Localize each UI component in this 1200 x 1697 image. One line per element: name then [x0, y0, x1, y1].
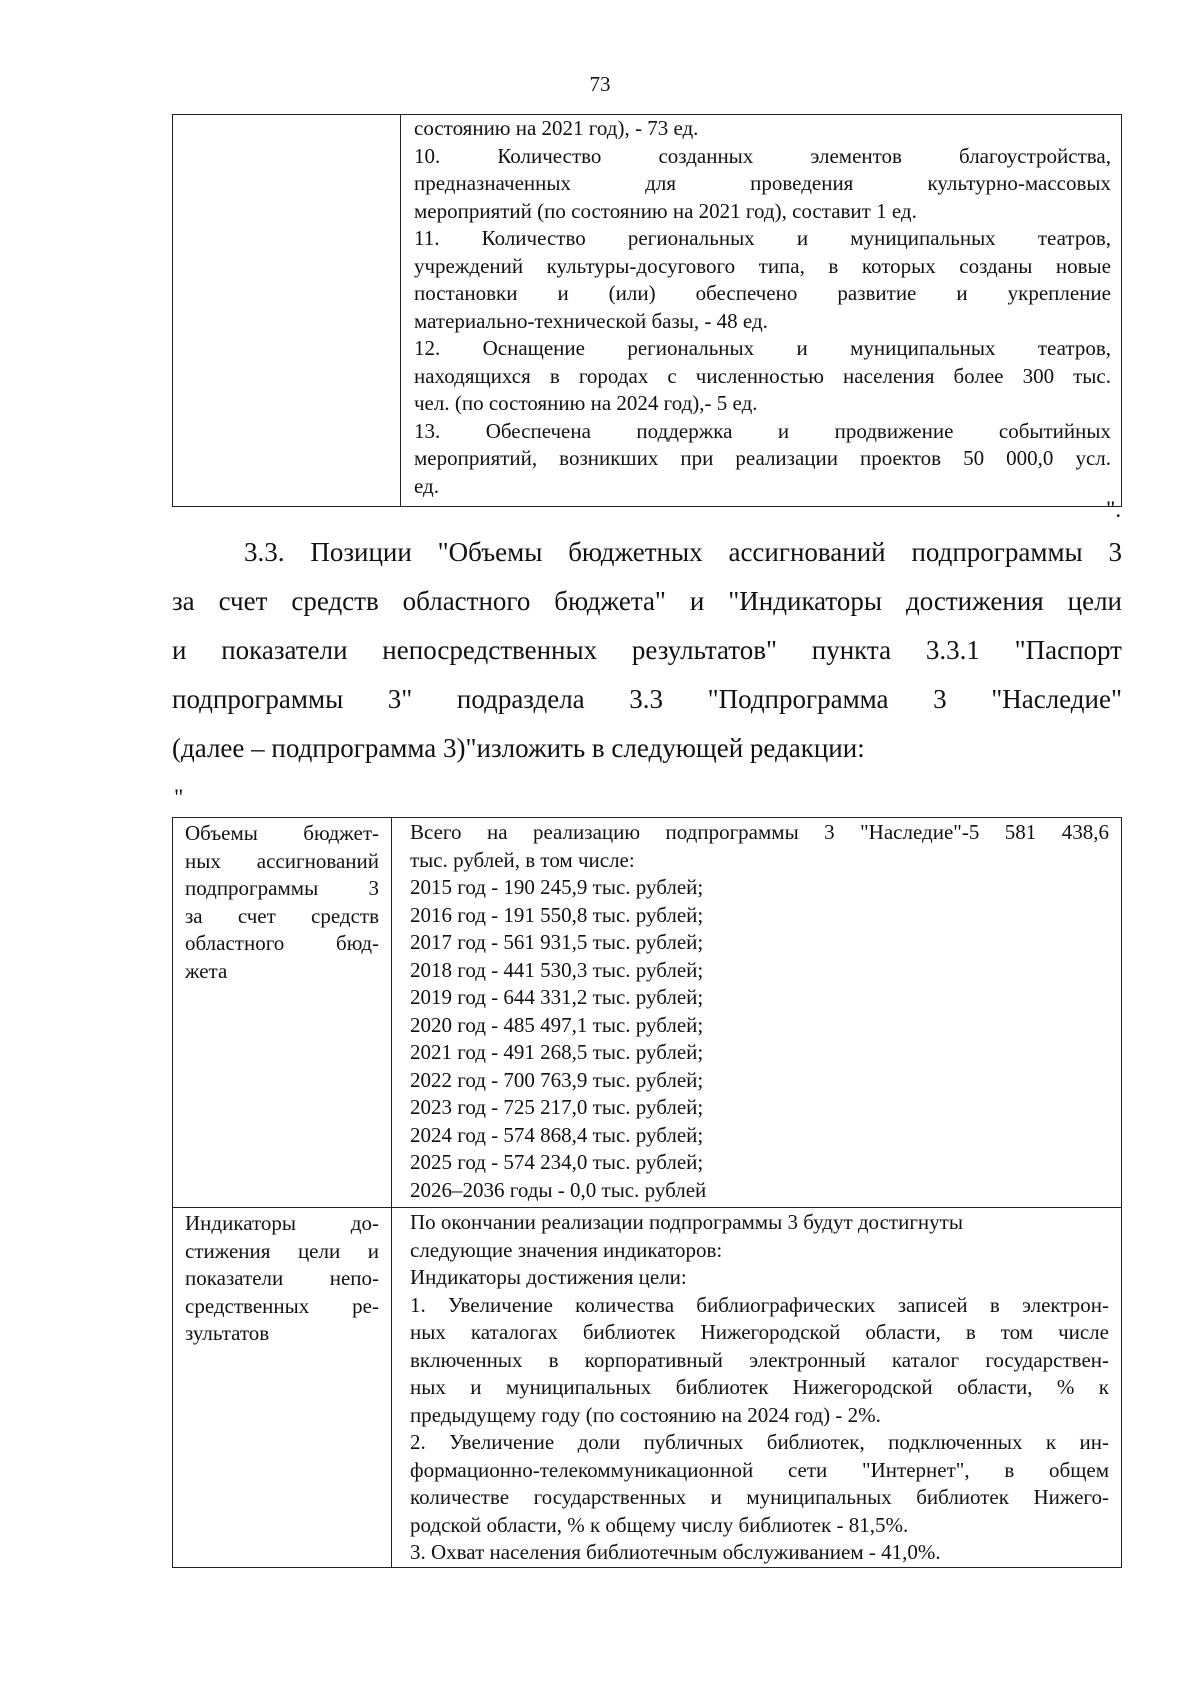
cell-line: 2016 год - 191 550,8 тыс. рублей;: [410, 902, 704, 927]
label-line: жета: [185, 958, 228, 983]
cell-line: 2023 год - 725 217,0 тыс. рублей;: [410, 1095, 704, 1119]
cell-line: 2026–2036 годы - 0,0 тыс. рублей: [410, 1177, 707, 1202]
cell-line: формационно-телекоммуникационной сети "Интернет", в общем: [410, 1457, 1109, 1482]
cell-line: включенных в корпоративный электронный каталог государствен-: [410, 1347, 1109, 1372]
cell-line: чел. (по состоянию на 2024 год),- 5 ед.: [414, 391, 758, 415]
cell-line: 12. Оснащение региональных и муниципальных театров,: [414, 336, 1111, 360]
cell-line: предыдущему году (по состоянию на 2024 год) - 2%.: [410, 1402, 881, 1427]
budget-label-cell: [173, 818, 392, 1208]
passport-table: [172, 817, 1122, 1568]
cell-line: 2019 год - 644 331,2 тыс. рублей;: [410, 985, 704, 1009]
table-row: [173, 1208, 1122, 1568]
table-row: [173, 818, 1122, 1208]
cell-line: состоянию на 2021 год), - 73 ед.: [414, 116, 699, 140]
paragraph-line: подпрограммы 3" подраздела 3.3 "Подпрограмма 3 "Наследие": [172, 684, 1122, 714]
paragraph-line: (далее – подпрограмма 3)"изложить в следующей редакции:: [172, 733, 865, 763]
cell-line: 2015 год - 190 245,9 тыс. рублей;: [410, 875, 704, 899]
cell-line: 3. Охват населения библиотечным обслуживанием - 41,0%.: [410, 1540, 941, 1564]
indicators-continuation-cell: [401, 115, 1122, 507]
cell-line: 2021 год - 491 268,5 тыс. рублей;: [410, 1040, 704, 1064]
label-line: Объемы бюджет-: [185, 821, 379, 845]
cell-line: постановки и (или) обеспечено развитие и укрепление: [414, 281, 1111, 305]
closing-quote: ".: [1106, 497, 1122, 522]
paragraph-line: за счет средств областного бюджета" и "Индикаторы достижения цели: [172, 586, 1122, 616]
cell-line: 1. Увеличение количества библиографических записей в электрон-: [410, 1292, 1109, 1317]
opening-quote: ": [174, 785, 184, 810]
table-cell-empty: [173, 115, 401, 507]
cell-line: 2020 год - 485 497,1 тыс. рублей;: [410, 1012, 704, 1037]
cell-line: 10. Количество созданных элементов благоустройства,: [414, 143, 1111, 168]
label-line: областного бюд-: [185, 931, 379, 955]
cell-line: 2025 год - 574 234,0 тыс. рублей;: [410, 1150, 704, 1174]
cell-line: мероприятий, возникших при реализации проектов 50 000,0 усл.: [414, 446, 1111, 470]
label-line: стижения цели и: [185, 1238, 379, 1263]
cell-line: 2017 год - 561 931,5 тыс. рублей;: [410, 930, 704, 954]
label-line: зультатов: [185, 1321, 270, 1345]
cell-line: родской области, % к общему числу библиотек - 81,5%.: [410, 1512, 909, 1537]
continuation-table: [172, 114, 1122, 507]
indicators-label-cell: [173, 1208, 392, 1568]
cell-line: предназначенных для проведения культурно-массовых: [414, 171, 1111, 195]
indicators-value-cell: [392, 1208, 1122, 1568]
label-line: Индикаторы до-: [185, 1211, 379, 1235]
cell-line: тыс. рублей, в том числе:: [410, 847, 635, 872]
label-line: ных ассигнований: [185, 848, 379, 873]
budget-value-cell: [392, 818, 1122, 1208]
cell-line: 13. Обеспечена поддержка и продвижение событийных: [414, 418, 1111, 443]
cell-line: 11. Количество региональных и муниципальных театров,: [414, 226, 1111, 250]
cell-line: Индикаторы достижения цели:: [410, 1265, 687, 1289]
cell-line: количестве государственных и муниципальных библиотек Нижего-: [410, 1485, 1109, 1509]
paragraph-line: и показатели непосредственных результатов" пункта 3.3.1 "Паспорт: [172, 635, 1122, 665]
paragraph-line: 3.3. Позиции "Объемы бюджетных ассигнований подпрограммы 3: [244, 537, 1122, 567]
cell-line: 2018 год - 441 530,3 тыс. рублей;: [410, 957, 704, 982]
cell-line: следующие значения индикаторов:: [410, 1237, 723, 1262]
cell-line: ед.: [414, 473, 439, 498]
cell-line: ных и муниципальных библиотек Нижегородской области, % к: [410, 1375, 1109, 1399]
cell-line: материально-технической базы, - 48 ед.: [414, 308, 768, 333]
cell-line: ных каталогах библиотек Нижегородской области, в том числе: [410, 1320, 1109, 1344]
label-line: подпрограммы 3: [185, 876, 379, 900]
cell-line: 2. Увеличение доли публичных библиотек, подключенных к ин-: [410, 1430, 1109, 1454]
cell-line: мероприятий (по состоянию на 2021 год), составит 1 ед.: [414, 198, 917, 223]
label-line: за счет средств: [185, 903, 379, 928]
cell-line: Всего на реализацию подпрограммы 3 "Наследие"-5 581 438,6: [410, 820, 1109, 844]
cell-line: По окончании реализации подпрограммы 3 будут достигнуты: [410, 1210, 963, 1234]
cell-line: находящихся в городах с численностью населения более 300 тыс.: [414, 363, 1111, 388]
page-number: 73: [589, 72, 611, 96]
label-line: средственных ре-: [185, 1293, 379, 1318]
cell-line: 2022 год - 700 763,9 тыс. рублей;: [410, 1067, 704, 1092]
table-row: [173, 115, 1122, 507]
cell-line: учреждений культуры-досугового типа, в которых созданы новые: [414, 253, 1111, 278]
label-line: показатели непо-: [185, 1266, 379, 1290]
cell-line: 2024 год - 574 868,4 тыс. рублей;: [410, 1122, 704, 1147]
